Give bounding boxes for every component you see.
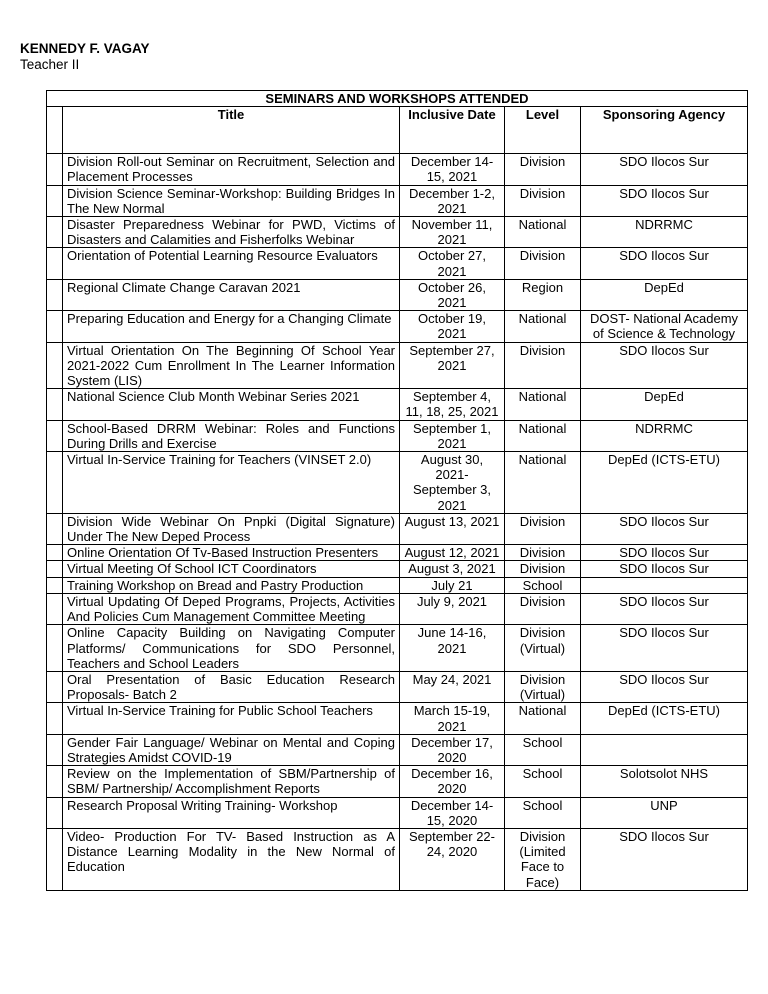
agency-cell: SDO Ilocos Sur [581, 185, 748, 216]
table-row [47, 734, 748, 765]
title-cell: Video- Production For TV- Based Instruction as A Distance Learning Modality in the New Normal of Education [63, 828, 400, 890]
table-row [47, 671, 748, 702]
title-cell: Gender Fair Language/ Webinar on Mental and Coping Strategies Amidst COVID-19 [63, 734, 400, 765]
agency-cell: NDRRMC [581, 420, 748, 451]
table-row [47, 389, 748, 420]
date-cell: September 4, 11, 18, 25, 2021 [400, 389, 505, 420]
date-cell: July 9, 2021 [400, 593, 505, 624]
title-cell: Division Wide Webinar On Pnpki (Digital Signature) Under The New Deped Process [63, 513, 400, 544]
table-row [47, 545, 748, 561]
row-margin-cell [47, 703, 63, 734]
title-cell: Virtual In-Service Training for Teachers (VINSET 2.0) [63, 452, 400, 514]
agency-cell: UNP [581, 797, 748, 828]
level-cell: National [505, 420, 581, 451]
row-margin-cell [47, 766, 63, 797]
row-margin-cell [47, 452, 63, 514]
level-cell: Division (Virtual) [505, 671, 581, 702]
row-margin-cell [47, 185, 63, 216]
date-cell: August 30, 2021-September 3, 2021 [400, 452, 505, 514]
agency-cell [581, 577, 748, 593]
level-cell: School [505, 734, 581, 765]
level-cell: Region [505, 279, 581, 310]
date-cell: March 15-19, 2021 [400, 703, 505, 734]
row-margin-cell [47, 217, 63, 248]
title-cell: Preparing Education and Energy for a Changing Climate [63, 311, 400, 342]
table-caption: SEMINARS AND WORKSHOPS ATTENDED [47, 91, 748, 107]
date-cell: December 14-15, 2020 [400, 797, 505, 828]
agency-cell: Solotsolot NHS [581, 766, 748, 797]
date-cell: August 13, 2021 [400, 513, 505, 544]
title-cell: Virtual Orientation On The Beginning Of School Year 2021-2022 Cum Enrollment In The Learner Information System (LIS) [63, 342, 400, 389]
date-cell: October 26, 2021 [400, 279, 505, 310]
level-cell: Division [505, 513, 581, 544]
date-cell: October 27, 2021 [400, 248, 505, 279]
title-cell: Orientation of Potential Learning Resource Evaluators [63, 248, 400, 279]
date-cell: August 12, 2021 [400, 545, 505, 561]
level-cell: National [505, 703, 581, 734]
date-cell: December 1-2, 2021 [400, 185, 505, 216]
table-row [47, 797, 748, 828]
row-margin-cell [47, 561, 63, 577]
table-row [47, 311, 748, 342]
agency-cell: DOST- National Academy of Science & Technology [581, 311, 748, 342]
row-margin-cell [47, 593, 63, 624]
agency-cell: SDO Ilocos Sur [581, 671, 748, 702]
table-row [47, 828, 748, 890]
level-cell: School [505, 797, 581, 828]
table-row [47, 766, 748, 797]
title-cell: School-Based DRRM Webinar: Roles and Functions During Drills and Exercise [63, 420, 400, 451]
date-cell: November 11, 2021 [400, 217, 505, 248]
level-cell: National [505, 452, 581, 514]
row-margin-cell [47, 154, 63, 185]
date-cell: August 3, 2021 [400, 561, 505, 577]
header-agency: Sponsoring Agency [581, 107, 748, 154]
row-margin-cell [47, 734, 63, 765]
table-row [47, 577, 748, 593]
row-margin-cell [47, 513, 63, 544]
table-row [47, 248, 748, 279]
agency-cell: DepEd [581, 279, 748, 310]
level-cell: Division [505, 185, 581, 216]
agency-cell: DepEd (ICTS-ETU) [581, 703, 748, 734]
row-margin-cell [47, 828, 63, 890]
agency-cell: SDO Ilocos Sur [581, 625, 748, 672]
level-cell: Division [505, 248, 581, 279]
date-cell: December 16, 2020 [400, 766, 505, 797]
agency-cell: NDRRMC [581, 217, 748, 248]
table-row [47, 154, 748, 185]
title-cell: Online Capacity Building on Navigating Computer Platforms/ Communications for SDO Personnel, Teachers and School Leaders [63, 625, 400, 672]
row-margin-cell [47, 248, 63, 279]
title-cell: Virtual In-Service Training for Public School Teachers [63, 703, 400, 734]
level-cell: Division [505, 545, 581, 561]
title-cell: Virtual Updating Of Deped Programs, Projects, Activities And Policies Cum Management Committee Meeting [63, 593, 400, 624]
title-cell: Division Roll-out Seminar on Recruitment, Selection and Placement Processes [63, 154, 400, 185]
title-cell: Online Orientation Of Tv-Based Instruction Presenters [63, 545, 400, 561]
level-cell: Division [505, 342, 581, 389]
header-level: Level [505, 107, 581, 154]
agency-cell: SDO Ilocos Sur [581, 342, 748, 389]
person-name: KENNEDY F. VAGAY [20, 41, 150, 56]
level-cell: Division (Virtual) [505, 625, 581, 672]
level-cell: Division [505, 593, 581, 624]
agency-cell: SDO Ilocos Sur [581, 561, 748, 577]
title-cell: Training Workshop on Bread and Pastry Production [63, 577, 400, 593]
table-row [47, 513, 748, 544]
row-margin-cell [47, 577, 63, 593]
row-margin-cell [47, 671, 63, 702]
title-cell: Division Science Seminar-Workshop: Building Bridges In The New Normal [63, 185, 400, 216]
date-cell: December 14-15, 2021 [400, 154, 505, 185]
table-row [47, 217, 748, 248]
date-cell: July 21 [400, 577, 505, 593]
table-row [47, 703, 748, 734]
title-cell: Virtual Meeting Of School ICT Coordinators [63, 561, 400, 577]
level-cell: School [505, 577, 581, 593]
agency-cell: DepEd (ICTS-ETU) [581, 452, 748, 514]
agency-cell [581, 734, 748, 765]
row-margin-cell [47, 545, 63, 561]
row-margin-cell [47, 279, 63, 310]
date-cell: September 27, 2021 [400, 342, 505, 389]
date-cell: May 24, 2021 [400, 671, 505, 702]
row-margin-cell [47, 797, 63, 828]
level-cell: National [505, 217, 581, 248]
title-cell: Oral Presentation of Basic Education Research Proposals- Batch 2 [63, 671, 400, 702]
title-cell: Review on the Implementation of SBM/Partnership of SBM/ Partnership/ Accomplishment Reports [63, 766, 400, 797]
row-margin-cell [47, 625, 63, 672]
agency-cell: SDO Ilocos Sur [581, 545, 748, 561]
agency-cell: SDO Ilocos Sur [581, 513, 748, 544]
table-row [47, 279, 748, 310]
level-cell: School [505, 766, 581, 797]
table-row [47, 452, 748, 514]
title-cell: Research Proposal Writing Training- Workshop [63, 797, 400, 828]
agency-cell: SDO Ilocos Sur [581, 248, 748, 279]
table-body [47, 154, 748, 891]
table-row [47, 593, 748, 624]
date-cell: September 1, 2021 [400, 420, 505, 451]
person-position: Teacher II [20, 57, 80, 72]
row-margin-cell [47, 342, 63, 389]
row-margin-cell [47, 420, 63, 451]
date-cell: June 14-16, 2021 [400, 625, 505, 672]
agency-cell: SDO Ilocos Sur [581, 593, 748, 624]
date-cell: September 22-24, 2020 [400, 828, 505, 890]
level-cell: Division (Limited Face to Face) [505, 828, 581, 890]
agency-cell: SDO Ilocos Sur [581, 154, 748, 185]
level-cell: Division [505, 561, 581, 577]
title-cell: Disaster Preparedness Webinar for PWD, Victims of Disasters and Calamities and Fisherfolks Webinar [63, 217, 400, 248]
seminars-table [46, 90, 748, 891]
level-cell: National [505, 311, 581, 342]
table-row [47, 420, 748, 451]
header-date: Inclusive Date [400, 107, 505, 154]
table-row [47, 625, 748, 672]
agency-cell: SDO Ilocos Sur [581, 828, 748, 890]
table-row [47, 561, 748, 577]
table-row [47, 185, 748, 216]
table-row [47, 342, 748, 389]
title-cell: Regional Climate Change Caravan 2021 [63, 279, 400, 310]
date-cell: December 17, 2020 [400, 734, 505, 765]
title-cell: National Science Club Month Webinar Series 2021 [63, 389, 400, 420]
header-title: Title [63, 107, 400, 154]
row-margin-cell [47, 389, 63, 420]
level-cell: Division [505, 154, 581, 185]
level-cell: National [505, 389, 581, 420]
date-cell: October 19, 2021 [400, 311, 505, 342]
row-margin-cell [47, 311, 63, 342]
agency-cell: DepEd [581, 389, 748, 420]
header-margin [47, 107, 63, 154]
